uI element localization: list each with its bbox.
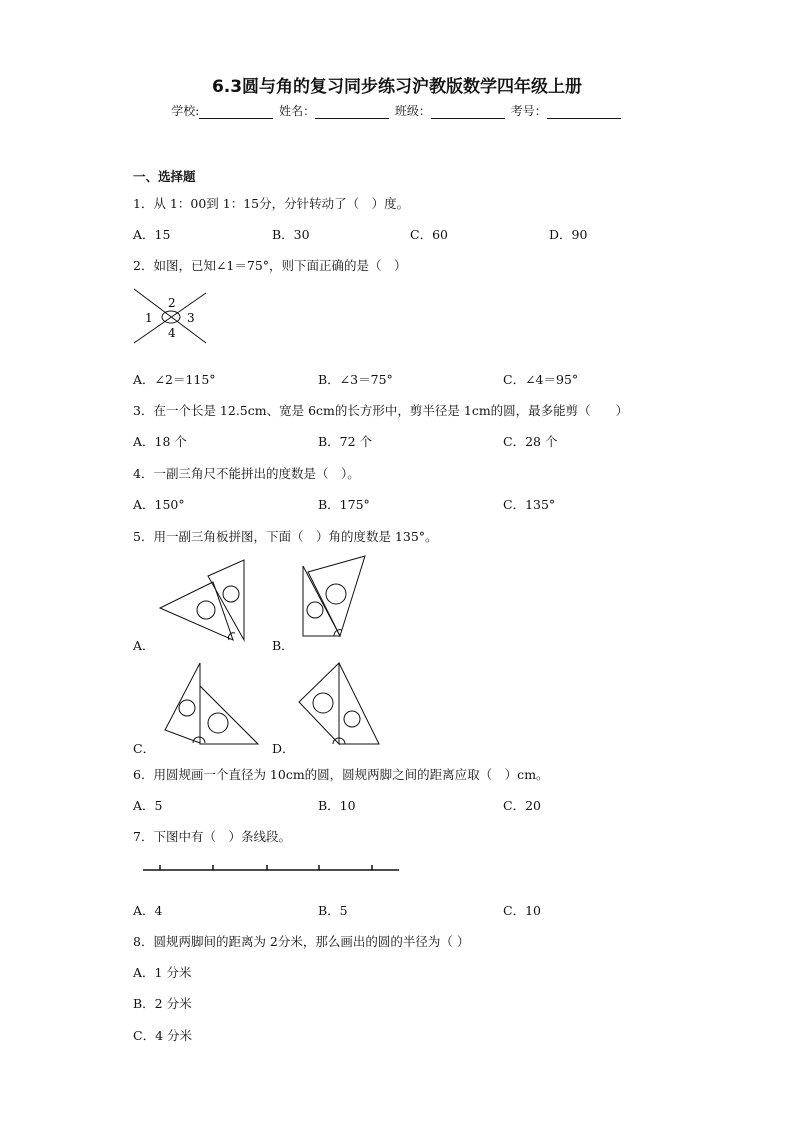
q2-intersecting-lines-figure: [130, 285, 210, 347]
q1-option-c[interactable]: C．60: [410, 227, 448, 242]
name-blank[interactable]: [315, 106, 389, 119]
q7-option-a[interactable]: A．4: [133, 903, 163, 918]
q6-option-c[interactable]: C．20: [503, 798, 541, 813]
q3-option-b[interactable]: B．72 个: [318, 434, 373, 449]
q1-option-a[interactable]: A．15: [133, 227, 171, 242]
question-3: 3．在一个长是 12.5cm、宽是 6cm的长方形中，剪半径是 1cm的圆，最多能剪（ ）: [133, 403, 629, 418]
section-heading: 一、选择题: [133, 169, 196, 184]
question-8: 8．圆规两脚间的距离为 2分米，那么画出的圆的半径为（ ）: [133, 934, 470, 949]
q2-option-c[interactable]: C．∠4＝95°: [503, 372, 579, 387]
q5-option-d[interactable]: D．: [272, 741, 295, 756]
q5-option-a[interactable]: A．: [133, 638, 155, 653]
q1-option-b[interactable]: B．30: [272, 227, 310, 242]
class-blank[interactable]: [431, 106, 505, 119]
question-1: 1．从 1：00到 1：15分，分针转动了（ ）度。: [133, 196, 410, 211]
q5-figure-c: [160, 660, 265, 746]
q1-option-d[interactable]: D．90: [549, 227, 588, 242]
student-info-row: [0, 102, 794, 119]
page-title: 6.3圆与角的复习同步练习沪教版数学四年级上册: [211, 77, 583, 97]
q5-option-b[interactable]: B．: [272, 638, 294, 653]
name-label: 姓名：: [279, 104, 316, 118]
q6-option-b[interactable]: B．10: [318, 798, 356, 813]
q3-option-c[interactable]: C．28 个: [503, 434, 558, 449]
exam-no-label: 考号：: [510, 104, 547, 118]
exam-no-blank[interactable]: [547, 106, 621, 119]
school-blank[interactable]: [199, 106, 273, 119]
question-6: 6．用圆规画一个直径为 10cm的圆，圆规两脚之间的距离应取（ ）cm。: [133, 767, 549, 782]
q2-option-b[interactable]: B．∠3＝75°: [318, 372, 393, 387]
q4-option-c[interactable]: C．135°: [503, 497, 556, 512]
angle-label-1: 1: [145, 311, 153, 325]
school-label: 学校:: [171, 104, 200, 118]
q7-option-b[interactable]: B．5: [318, 903, 348, 918]
angle-label-3: 3: [187, 311, 195, 325]
q4-option-b[interactable]: B．175°: [318, 497, 370, 512]
q4-option-a[interactable]: A．150°: [133, 497, 185, 512]
q2-option-a[interactable]: A．∠2＝115°: [133, 372, 216, 387]
q3-option-a[interactable]: A．18 个: [133, 434, 187, 449]
q6-option-a[interactable]: A．5: [133, 798, 163, 813]
angle-label-2: 2: [168, 296, 176, 310]
q5-figure-d: [295, 660, 385, 746]
class-label: 班级：: [394, 104, 431, 118]
q7-segment-line-figure: [143, 860, 403, 874]
question-2: 2．如图，已知∠1＝75°，则下面正确的是（ ）: [133, 258, 407, 273]
angle-label-4: 4: [168, 326, 176, 340]
q7-option-c[interactable]: C．10: [503, 903, 541, 918]
q8-option-c[interactable]: C．4 分米: [133, 1028, 192, 1043]
q5-figure-a: [155, 556, 250, 642]
q8-option-a[interactable]: A．1 分米: [133, 965, 192, 980]
question-7: 7．下图中有（ ）条线段。: [133, 829, 291, 844]
question-5: 5．用一副三角板拼图，下面（ ）角的度数是 135°。: [133, 529, 438, 544]
question-4: 4．一副三角尺不能拼出的度数是（ ）。: [133, 466, 360, 481]
q8-option-b[interactable]: B．2 分米: [133, 996, 192, 1011]
q5-figure-b: [298, 554, 373, 638]
q5-option-c[interactable]: C．: [133, 741, 156, 756]
